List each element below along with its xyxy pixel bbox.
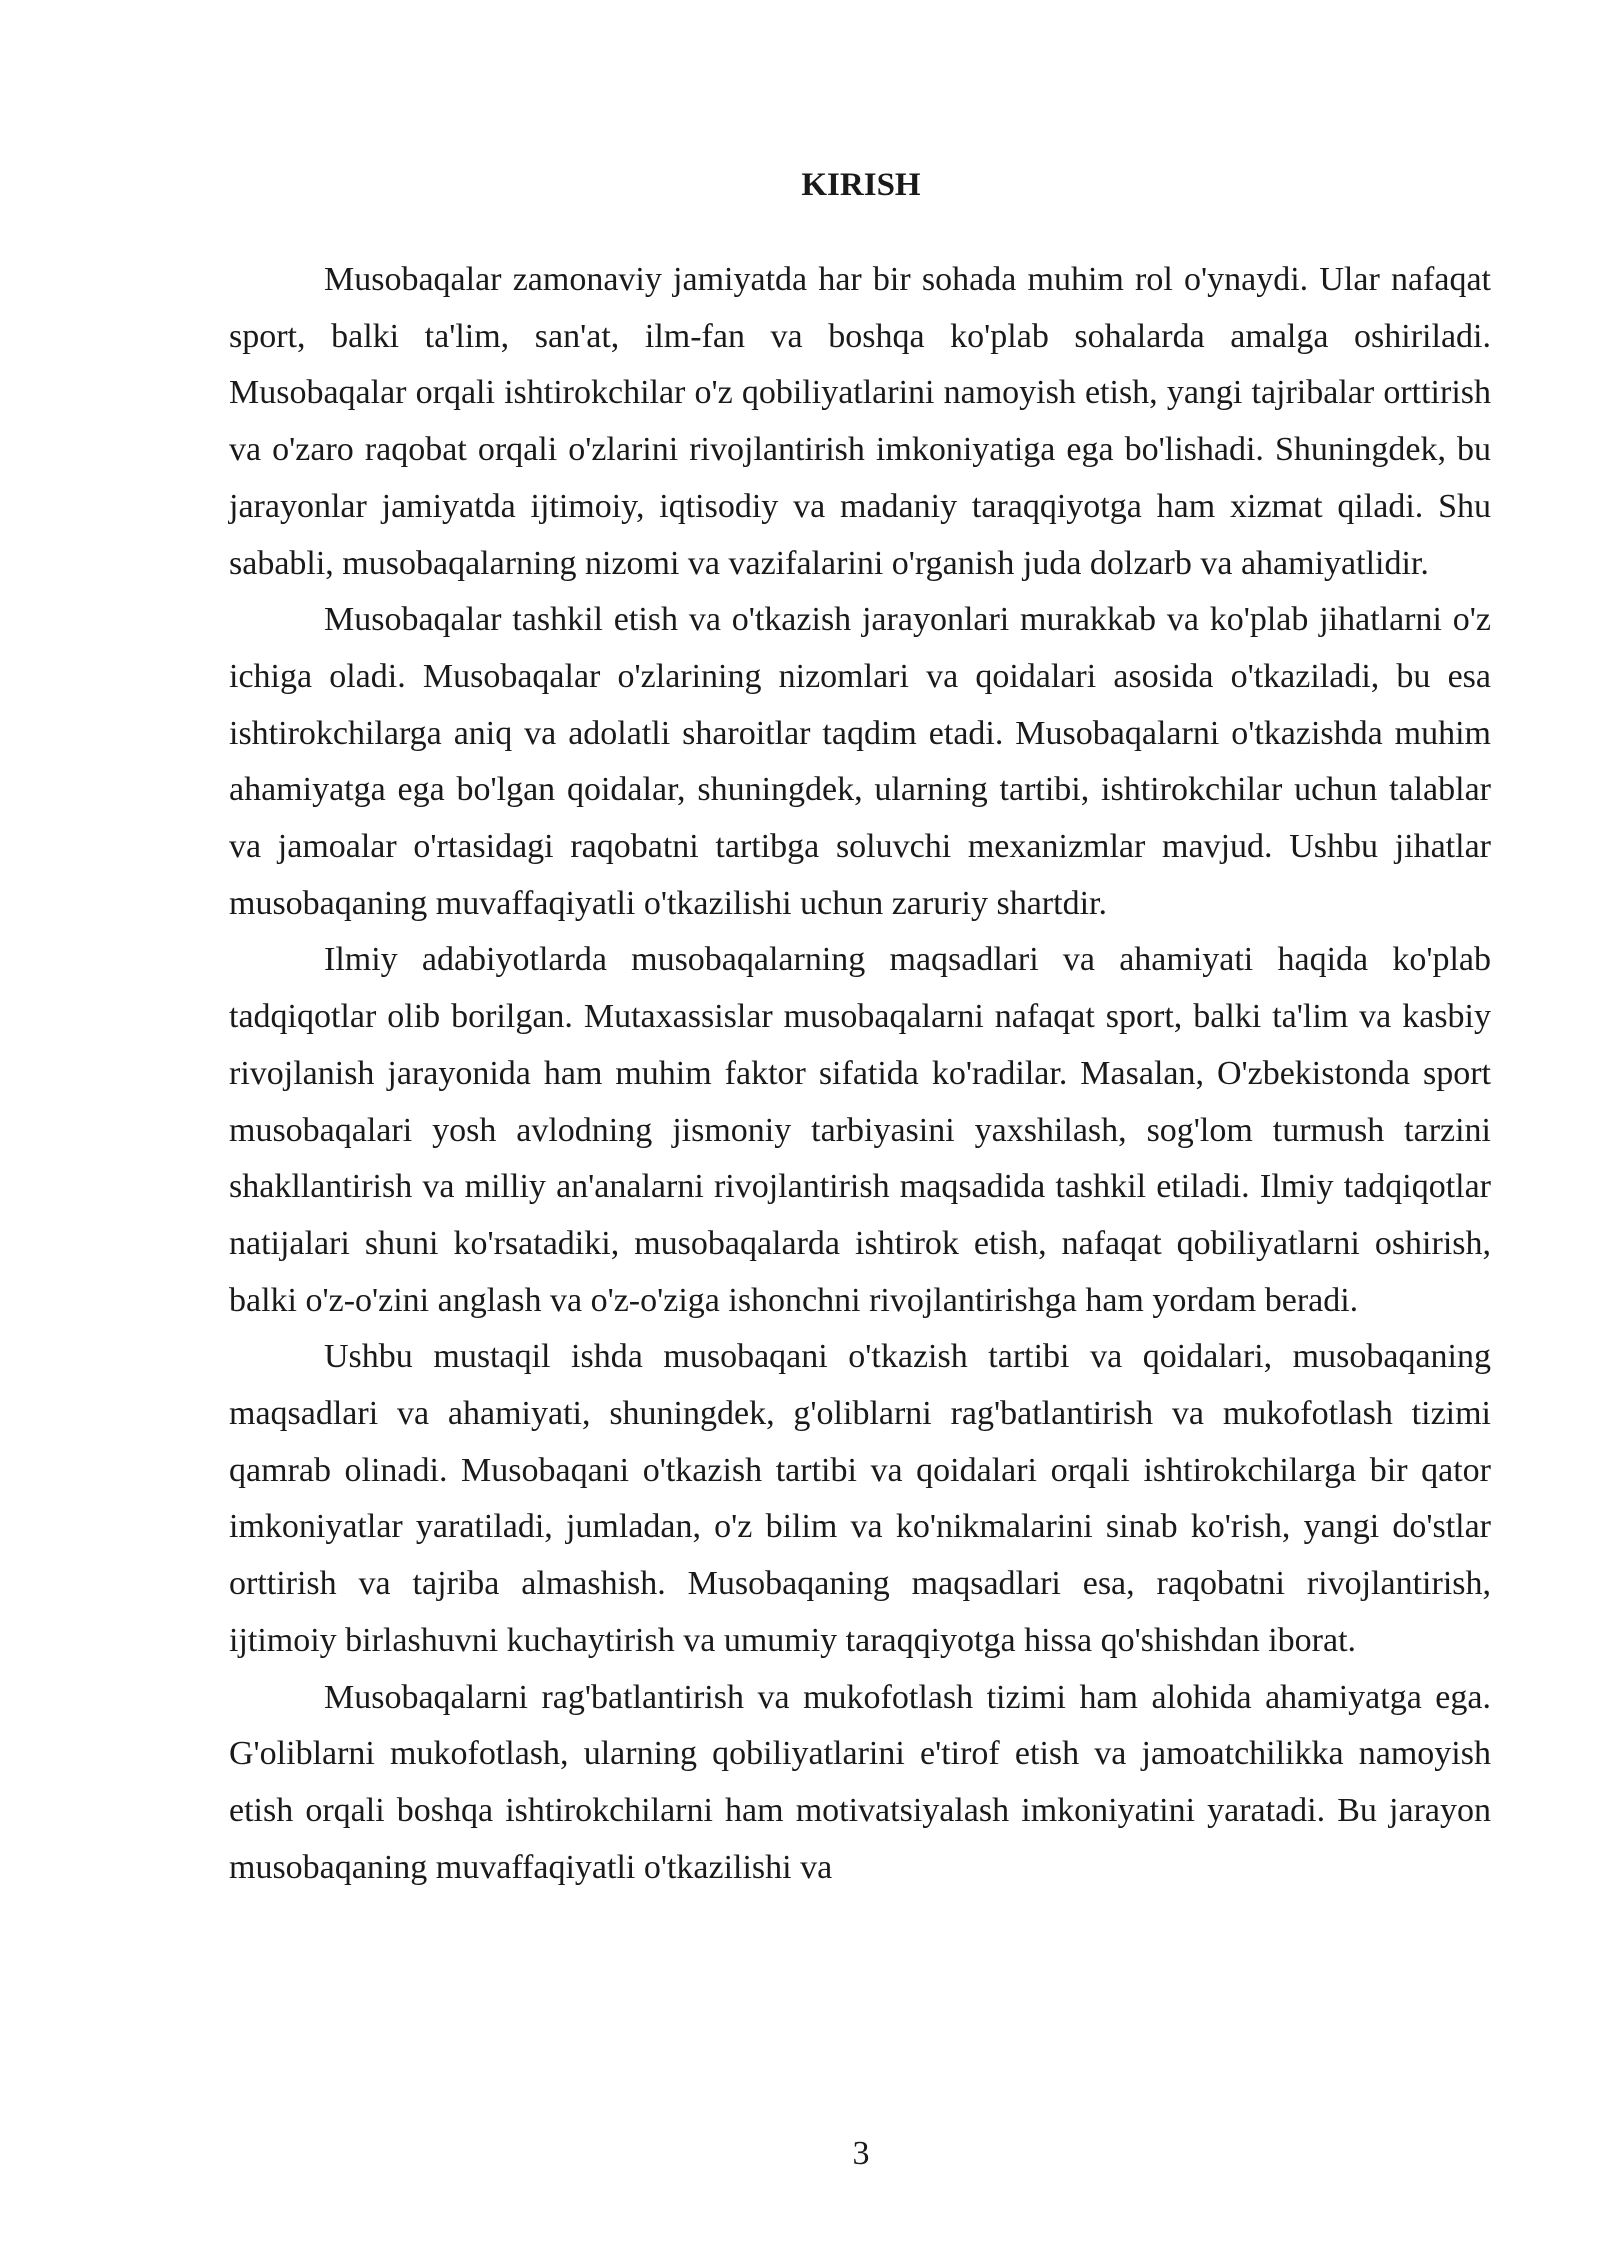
paragraph: Musobaqalar zamonaviy jamiyatda har bir sohada muhim rol o'ynaydi. Ular nafaqat sport, balki ta'lim, san'at, ilm-fan va boshqa ko'plab sohalarda amalga oshiriladi. Musobaqalar orqali ishtirokchilar o'z qobiliyatlarini namoyish etish, yangi tajribalar orttirish va o'zaro raqobat orqali o'zlarini rivojlantirish imkoniyatiga ega bo'lishadi. Shuningdek, bu jarayonlar jamiyatda ijtimoiy, iqtisodiy va madaniy taraqqiyotga ham xizmat qiladi. Shu sababli, musobaqalarning nizomi va vazifalarini o'rganish juda dolzarb va ahamiyatlidir. <box>229 261 1491 582</box>
paragraph: Ilmiy adabiyotlarda musobaqalarning maqsadlari va ahamiyati haqida ko'plab tadqiqotlar olib borilgan. Mutaxassislar musobaqalarni nafaqat sport, balki ta'lim va kasbiy rivojlanish jarayonida ham muhim faktor sifatida ko'radilar. Masalan, O'zbekistonda sport musobaqalari yosh avlodning jismoniy tarbiyasini yaxshilash, sog'lom turmush tarzini shakllantirish va milliy an'analarni rivojlantirish maqsadida tashkil etiladi. Ilmiy tadqiqotlar natijalari shuni ko'rsatadiki, musobaqalarda ishtirok etish, nafaqat qobiliyatlarni oshirish, balki o'z-o'zini anglash va o'z-o'ziga ishonchni rivojlantirishga ham yordam beradi. <box>229 941 1491 1319</box>
page-number: 3 <box>852 2135 870 2172</box>
section-heading: KIRISH <box>801 167 921 203</box>
body-text <box>229 252 1491 1896</box>
paragraph: Ushbu mustaqil ishda musobaqani o'tkazish tartibi va qoidalari, musobaqaning maqsadlari va ahamiyati, shuningdek, g'oliblarni rag'batlantirish va mukofotlash tizimi qamrab olinadi. Musobaqani o'tkazish tartibi va qoidalari orqali ishtirokchilarga bir qator imkoniyatlar yaratiladi, jumladan, o'z bilim va ko'nikmalarini sinab ko'rish, yangi do'stlar orttirish va tajriba almashish. Musobaqaning maqsadlari esa, raqobatni rivojlantirish, ijtimoiy birlashuvni kuchaytirish va umumiy taraqqiyotga hissa qo'shishdan iborat. <box>229 1338 1491 1659</box>
paragraph: Musobaqalar tashkil etish va o'tkazish jarayonlari murakkab va ko'plab jihatlarni o'z ichiga oladi. Musobaqalar o'zlarining nizomlari va qoidalari asosida o'tkaziladi, bu esa ishtirokchilarga aniq va adolatli sharoitlar taqdim etadi. Musobaqalarni o'tkazishda muhim ahamiyatga ega bo'lgan qoidalar, shuningdek, ularning tartibi, ishtirokchilar uchun talablar va jamoalar o'rtasidagi raqobatni tartibga soluvchi mexanizmlar mavjud. Ushbu jihatlar musobaqaning muvaffaqiyatli o'tkazilishi uchun zaruriy shartdir. <box>229 601 1491 922</box>
paragraph: Musobaqalarni rag'batlantirish va mukofotlash tizimi ham alohida ahamiyatga ega. G'oliblarni mukofotlash, ularning qobiliyatlarini e'tirof etish va jamoatchilikka namoyish etish orqali boshqa ishtirokchilarni ham motivatsiyalash imkoniyatini yaratadi. Bu jarayon musobaqaning muvaffaqiyatli o'tkazilishi va <box>229 1678 1491 1886</box>
